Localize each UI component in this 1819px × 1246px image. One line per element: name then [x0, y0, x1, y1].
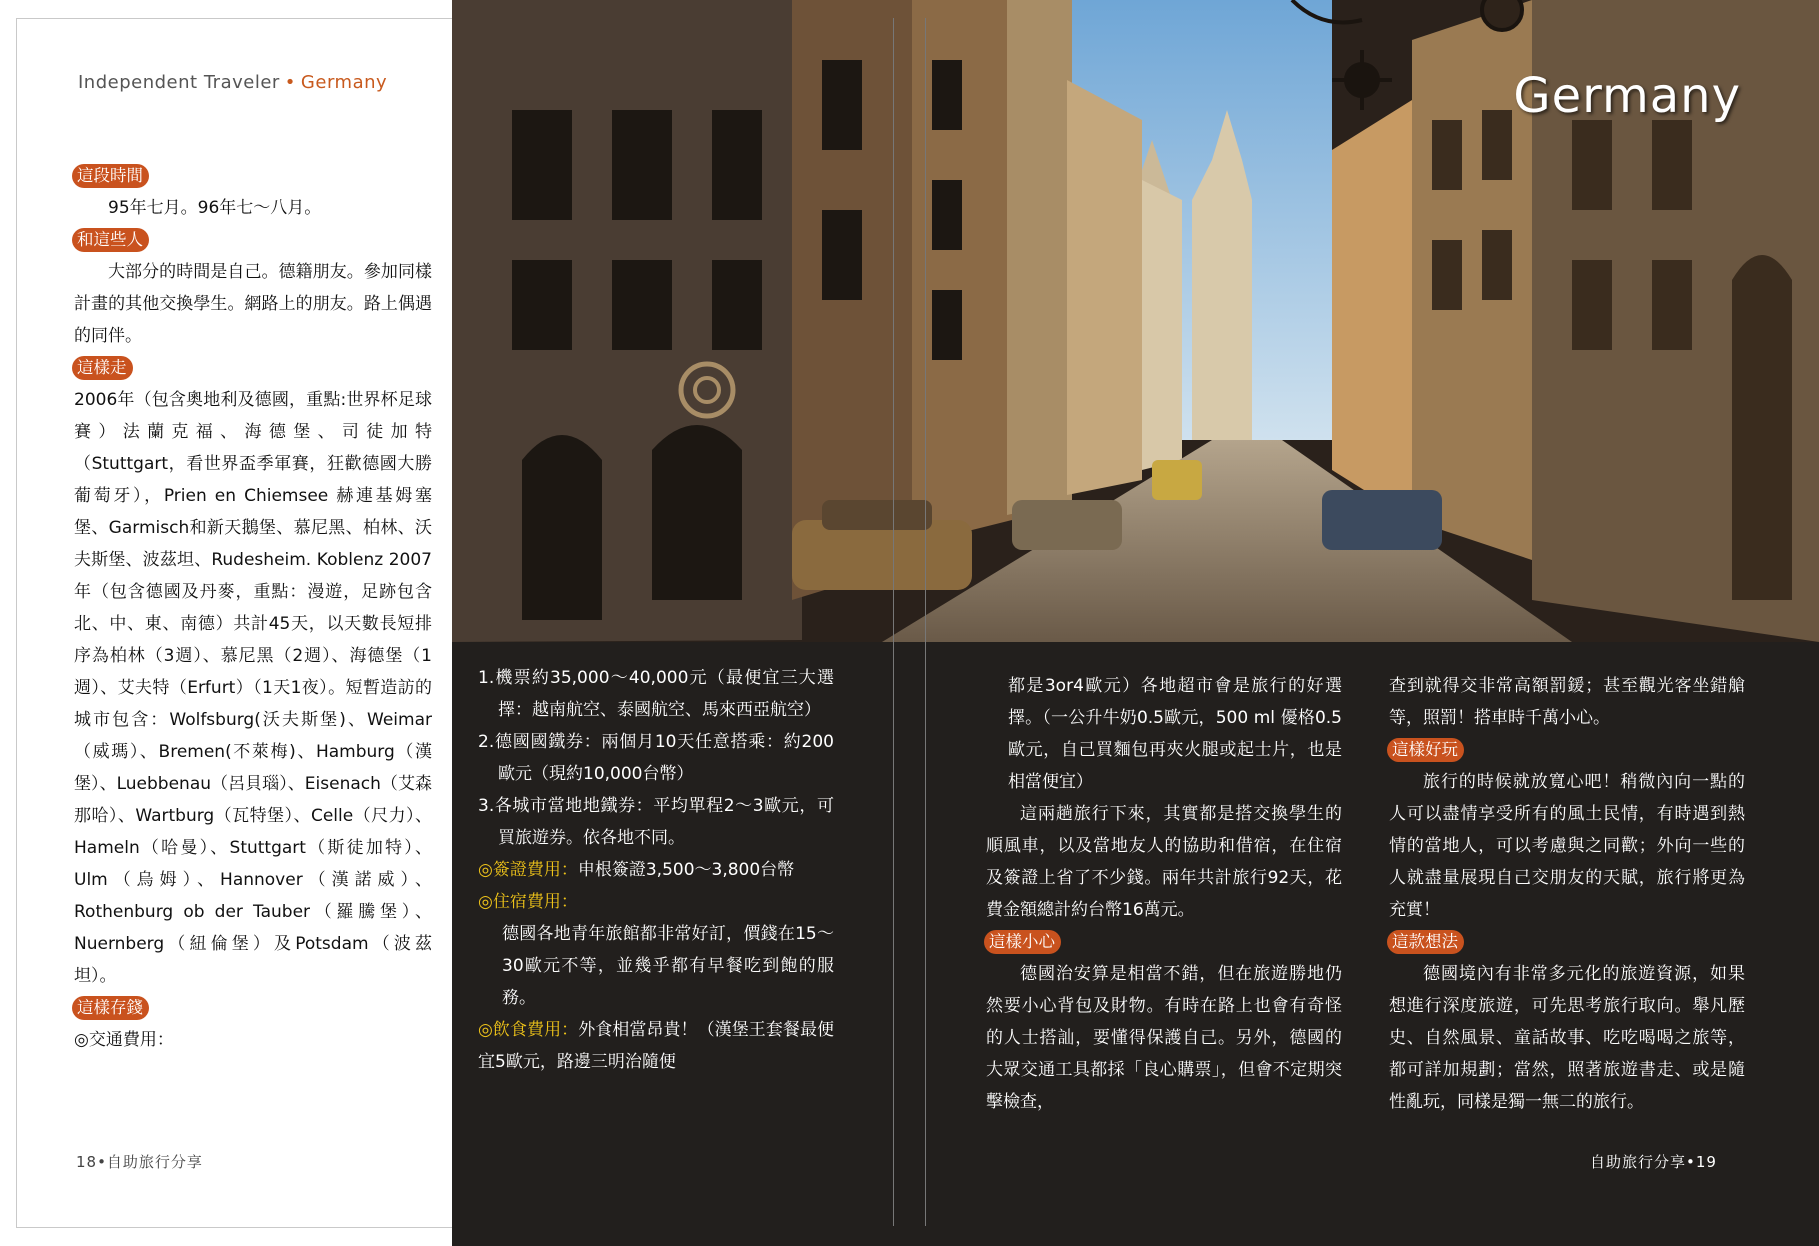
cost-visa — [478, 854, 834, 886]
section-tag-fun: 這樣好玩 — [1387, 738, 1464, 762]
lodging-label: ◎住宿費用： — [478, 892, 578, 912]
idea-text: 德國境內有非常多元化的旅遊資源，如果想進行深度旅遊，可先思考旅行取向。舉凡歷史、自然風景、童話故事、吃吃喝喝之旅等，都可詳加規劃；當然，照著旅遊書走、或是隨性亂玩，同樣是獨一無二的旅行。 — [1389, 964, 1745, 1112]
series-title: Independent Traveler — [78, 72, 280, 93]
careful-text: 德國治安算是相當不錯，但在旅遊勝地仍然要小心背包及財物。有時在路上也會有奇怪的人士搭訕，要懂得保護自己。另外，德國的大眾交通工具都採「良心購票」，但會不定期突擊檢查， — [986, 964, 1342, 1112]
cost-item-metro: 3.各城市當地地鐵券：平均單程2～3歐元，可買旅遊券。依各地不同。 — [478, 796, 834, 848]
photo-title: Germany — [1513, 68, 1741, 124]
food-text: 外食相當昂貴！（漢堡王套餐最便宜5歐元，路邊三明治隨便 — [478, 1020, 834, 1072]
section-text-money: ◎交通費用： — [74, 1030, 174, 1050]
header-separator: • — [284, 72, 296, 93]
advice-column — [1389, 670, 1745, 1118]
section-text-time: 95年七月。96年七～八月。 — [108, 198, 322, 218]
page-number-left: 18•自助旅行分享 — [76, 1153, 203, 1171]
cost-food — [478, 1014, 834, 1078]
section-tag-money: 這樣存錢 — [72, 996, 149, 1020]
section-text-people: 大部分的時間是自己。德籍朋友。參加同樣計畫的其他交換學生。網路上的朋友。路上偶遇的同伴。 — [74, 262, 432, 346]
fun-text: 旅行的時候就放寬心吧！稍微內向一點的人可以盡情享受所有的風土民情，有時遇到熱情的當地人，可以考慮與之同歡；外向一些的人就盡量展現自己交朋友的天賦，旅行將更為充實！ — [1389, 772, 1745, 920]
section-tag-careful: 這樣小心 — [984, 930, 1061, 954]
page-gutter-left — [893, 18, 894, 1226]
section-tag-time: 這段時間 — [72, 164, 149, 188]
street-photo — [452, 0, 1819, 642]
cost-item-railpass: 2.德國國鐵券：兩個月10天任意搭乘：約200歐元（現約10,000台幣） — [478, 732, 834, 784]
page-number-right: 自助旅行分享•19 — [1590, 1153, 1717, 1171]
visa-text: 申根簽證3,500～3,800台幣 — [577, 860, 795, 880]
careful-continued-text: 查到就得交非常高額罰鍰；甚至觀光客坐錯艙等，照罰！搭車時千萬小心。 — [1389, 676, 1745, 728]
header-country: Germany — [300, 72, 388, 93]
running-header — [78, 72, 387, 93]
page-gutter-right — [925, 18, 926, 1226]
lodging-text: 德國各地青年旅館都非常好訂，價錢在15～30歐元不等，並幾乎都有早餐吃到飽的服務。 — [502, 924, 834, 1008]
tips-column — [986, 670, 1342, 1118]
left-text-column — [74, 160, 432, 1056]
section-tag-route: 這樣走 — [72, 356, 133, 380]
food-continued-text: 都是3or4歐元）各地超市會是旅行的好選擇。（一公升牛奶0.5歐元，500 ml 優格0.5歐元，自己買麵包再夾火腿或起士片，也是相當便宜） — [1008, 676, 1342, 792]
section-tag-idea: 這款想法 — [1387, 930, 1464, 954]
cost-item-airfare: 1.機票約35,000～40,000元（最便宜三大選擇：越南航空、泰國航空、馬來西亞航空） — [478, 668, 834, 720]
section-tag-people: 和這些人 — [72, 228, 149, 252]
section-text-route: 2006年（包含奧地利及德國，重點:世界杯足球賽）法蘭克福、海德堡、司徒加特（Stuttgart，看世界盃季軍賽，狂歡德國大勝葡萄牙），Prien en Chiemsee 赫連基姆塞堡、Garmisch和新天鵝堡、慕尼黑、柏林、沃夫斯堡、波茲坦、Rudesheim. Koblenz 2007年（包含德國及丹麥，重點：漫遊，足跡包含北、中、東、南德）共計45天，以天數長短排序為柏林（3週）、慕尼黑（2週）、海德堡（1週）、艾夫特（Erfurt）（1天1夜）。短暫造訪的城市包含：Wolfsburg(沃夫斯堡)、Weimar（威瑪）、Bremen(不萊梅)、Hamburg（漢堡）、Luebbenau（呂貝瑙）、Eisenach（艾森那哈）、Wartburg（瓦特堡）、Celle（尺力）、Hameln（哈曼）、Stuttgart（斯徒加特）、Ulm（烏姆）、Hannover（漢諾威）、Rothenburg ob der Tauber（羅騰堡）、Nuernberg（紐倫堡）及Potsdam（波茲坦）。 — [74, 390, 432, 986]
summary-text: 這兩趟旅行下來，其實都是搭交換學生的順風車，以及當地友人的協助和借宿，在住宿及簽證上省了不少錢。兩年共計旅行92天，花費金額總計約台幣16萬元。 — [986, 804, 1342, 920]
food-label: ◎飲食費用： — [478, 1020, 579, 1040]
cost-list-column — [478, 662, 834, 1078]
left-page-column — [0, 0, 452, 1246]
visa-label: ◎簽證費用： — [478, 860, 578, 880]
